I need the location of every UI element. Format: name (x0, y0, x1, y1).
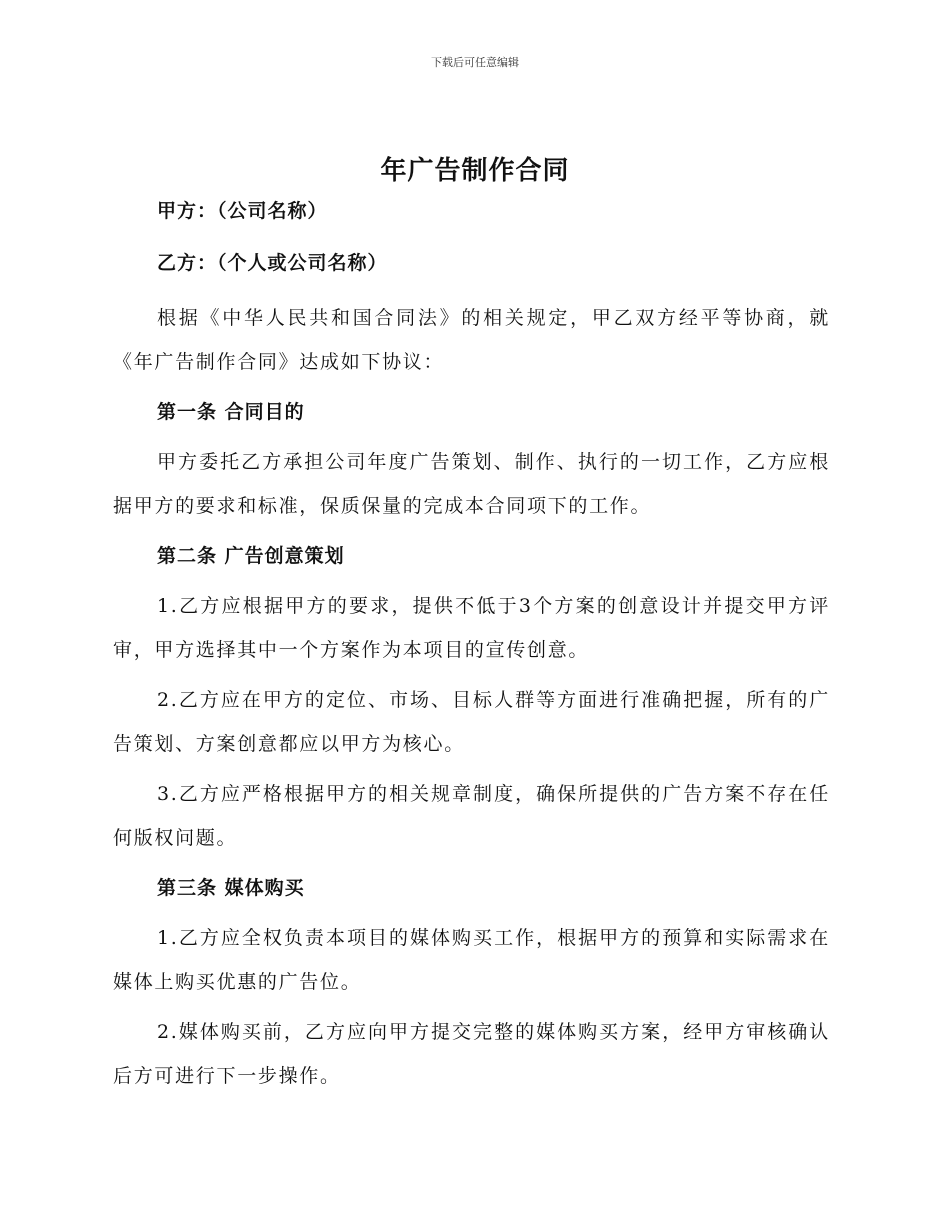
party-b: 乙方：（个人或公司名称） (157, 252, 388, 274)
document-title: 年广告制作合同 (380, 156, 570, 186)
article-1-paragraph-1: 甲方委托乙方承担公司年度广告策划、制作、执行的一切工作，乙方应根据甲方的要求和标准，保质保量的完成本合同项下的工作。 (113, 451, 830, 517)
article-2-paragraph-1: 1.乙方应根据甲方的要求，提供不低于3个方案的创意设计并提交甲方评审，甲方选择其中一个方案作为本项目的宣传创意。 (113, 595, 830, 661)
article-1-heading: 第一条 合同目的 (157, 401, 305, 423)
article-3-paragraph-1: 1.乙方应全权负责本项目的媒体购买工作，根据甲方的预算和实际需求在媒体上购买优惠的广告位。 (113, 927, 830, 993)
article-2-paragraph-3: 3.乙方应严格根据甲方的相关规章制度，确保所提供的广告方案不存在任何版权问题。 (113, 783, 830, 849)
document-body (113, 192, 830, 1104)
intro-paragraph: 根据《中华人民共和国合同法》的相关规定，甲乙双方经平等协商，就《年广告制作合同》达成如下协议： (113, 307, 830, 373)
header-note: 下载后可任意编辑 (431, 56, 519, 69)
article-3-paragraph-2: 2.媒体购买前，乙方应向甲方提交完整的媒体购买方案，经甲方审核确认后方可进行下一步操作。 (113, 1021, 830, 1087)
article-3-heading: 第三条 媒体购买 (157, 877, 305, 899)
party-a: 甲方：（公司名称） (157, 200, 328, 222)
article-2-paragraph-2: 2.乙方应在甲方的定位、市场、目标人群等方面进行准确把握，所有的广告策划、方案创意都应以甲方为核心。 (113, 689, 830, 755)
article-2-heading: 第二条 广告创意策划 (157, 545, 345, 567)
